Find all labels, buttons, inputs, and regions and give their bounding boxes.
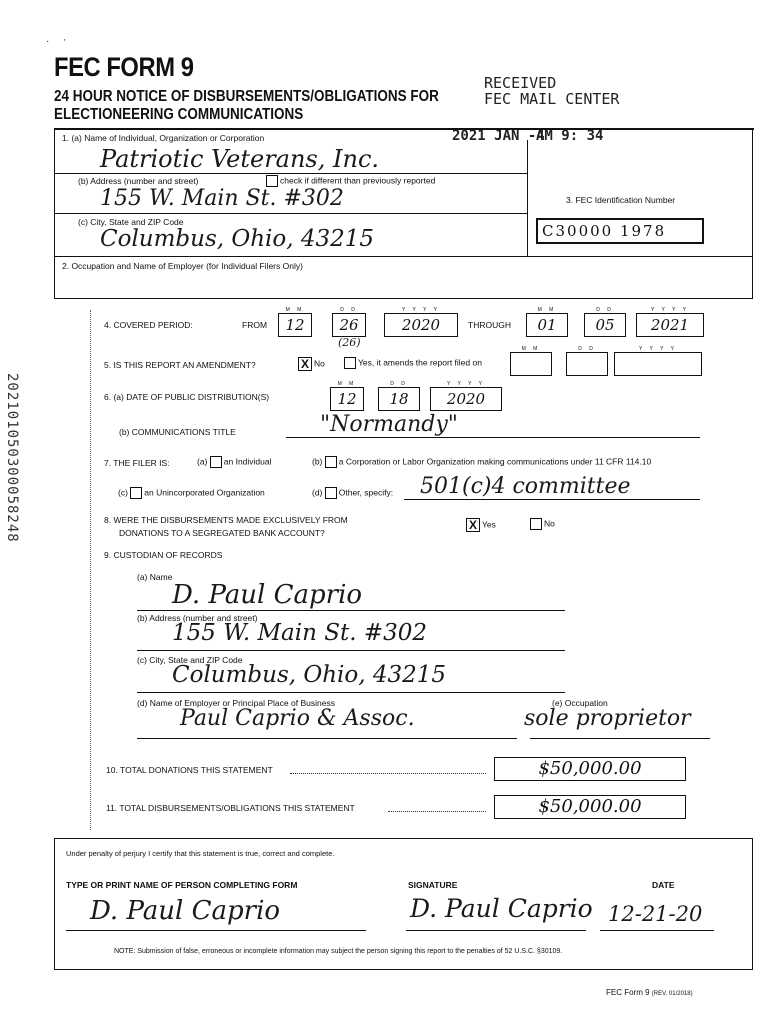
filer-corporation-label: a Corporation or Labor Organization making communications under 11 CFR 114.10	[338, 456, 652, 467]
amendment-no-option	[298, 357, 325, 371]
section8-label-line1: 8. WERE THE DISBURSEMENTS MADE EXCLUSIVELY FROM	[104, 515, 348, 525]
perjury-statement: Under penalty of perjury I certify that this statement is true, correct and complete.	[66, 849, 335, 858]
distribution-day-box[interactable]: D D 18	[378, 387, 420, 411]
footer-form-label: FEC Form 9	[606, 988, 650, 997]
custodian-name-label: (a) Name	[137, 572, 173, 582]
filer-unincorporated-option: (c) an Unincorporated Organization	[118, 487, 265, 498]
section1b-label: (b) Address (number and street)	[78, 176, 199, 186]
section1b-line	[54, 213, 528, 214]
amended-day-box[interactable]: D D	[566, 352, 608, 376]
through-day-box[interactable]: D D 05	[584, 313, 626, 337]
section6a-label: 6. (a) DATE OF PUBLIC DISTRIBUTION(S)	[104, 392, 270, 402]
section2-bottom-line	[54, 298, 753, 299]
custodian-occupation-line	[530, 738, 710, 739]
section1a-label: 1. (a) Name of Individual, Organization or Corporation	[62, 133, 265, 143]
communications-title-line	[286, 437, 700, 438]
section1b-value[interactable]: 155 W. Main St. #302	[100, 186, 344, 211]
custodian-employer-line	[137, 738, 517, 739]
amendment-yes-label: Yes, it amends the report filed on	[358, 357, 482, 368]
total-disbursements-label: 11. TOTAL DISBURSEMENTS/OBLIGATIONS THIS STATEMENT	[106, 803, 355, 813]
form-subtitle-line1: 24 HOUR NOTICE OF DISBURSEMENTS/OBLIGATIONS FOR	[54, 88, 439, 105]
from-month-box[interactable]: M M 12	[278, 313, 312, 337]
section4-label: 4. COVERED PERIOD:	[104, 320, 193, 330]
filer-corporation-checkbox[interactable]	[325, 456, 337, 468]
section5-label: 5. IS THIS REPORT AN AMENDMENT?	[104, 360, 256, 370]
custodian-name-value[interactable]: D. Paul Caprio	[172, 580, 363, 610]
from-day-box[interactable]: D D 26	[332, 313, 366, 337]
custodian-occupation-value[interactable]: sole proprietor	[524, 706, 691, 731]
custodian-address-value[interactable]: 155 W. Main St. #302	[172, 620, 427, 646]
print-name-label: TYPE OR PRINT NAME OF PERSON COMPLETING FORM	[66, 880, 298, 890]
section9-label: 9. CUSTODIAN OF RECORDS	[104, 550, 223, 560]
side-document-number: 202101050300058248	[4, 373, 20, 543]
section1-top-border	[54, 128, 754, 130]
total-donations-label: 10. TOTAL DONATIONS THIS STATEMENT	[106, 765, 273, 775]
fec-id-box[interactable]: C30000 1978	[536, 218, 704, 244]
received-stamp-date: 2021 JAN -4	[452, 128, 545, 144]
segregated-no-checkbox[interactable]	[530, 518, 542, 530]
footer-revision: (REV. 01/2018)	[651, 991, 693, 997]
signature-label: SIGNATURE	[408, 880, 458, 890]
form-subtitle-line2: ELECTIONEERING COMMUNICATIONS	[54, 106, 304, 123]
scan-mark-tick: '	[64, 38, 66, 47]
filer-individual-label: an Individual	[223, 456, 272, 467]
print-name-value[interactable]: D. Paul Caprio	[90, 896, 281, 926]
segregated-no-option	[530, 518, 555, 530]
total-donations-box[interactable]: $50,000.00	[494, 757, 686, 781]
section8-label-line2: DONATIONS TO A SEGREGATED BANK ACCOUNT?	[119, 528, 325, 538]
total-disbursements-box[interactable]: $50,000.00	[494, 795, 686, 819]
certification-left-border	[54, 838, 55, 970]
date-label: DATE	[652, 880, 675, 890]
penalty-note: NOTE: Submission of false, erroneous or incomplete information may subject the person signing this report to the penalties of 52 U.S.C. §30109.	[114, 948, 563, 955]
custodian-city-value[interactable]: Columbus, Ohio, 43215	[172, 662, 447, 688]
signature-date-value[interactable]: 12-21-20	[608, 902, 703, 926]
amendment-yes-checkbox[interactable]	[344, 357, 356, 369]
filer-other-label: Other, specify:	[338, 487, 394, 498]
through-year-box[interactable]: Y Y Y Y 2021	[636, 313, 704, 337]
distribution-month-box[interactable]: M M 12	[330, 387, 364, 411]
section1c-label: (c) City, State and ZIP Code	[78, 217, 184, 227]
footer-form-id	[606, 988, 693, 997]
certification-top-line	[54, 838, 753, 839]
custodian-address-line	[137, 650, 565, 651]
amended-month-box[interactable]: M M	[510, 352, 552, 376]
section3-label: 3. FEC Identification Number	[566, 195, 676, 205]
amendment-no-checkbox[interactable]: X	[298, 357, 312, 371]
custodian-employer-value[interactable]: Paul Caprio & Assoc.	[180, 706, 415, 731]
through-label: THROUGH	[468, 320, 511, 330]
filer-other-line	[404, 499, 700, 500]
section7-label: 7. THE FILER IS:	[104, 458, 170, 468]
section1c-value[interactable]: Columbus, Ohio, 43215	[100, 226, 375, 252]
scan-mark: ·	[46, 36, 50, 47]
amendment-yes-option	[344, 357, 482, 369]
filer-corporation-option: (b) a Corporation or Labor Organization making communications under 11 CFR 114.10	[312, 456, 652, 467]
total-disbursements-leader	[388, 811, 486, 812]
received-stamp-time: AM 9: 34	[536, 128, 604, 144]
custodian-name-line	[137, 610, 565, 611]
print-name-line	[66, 930, 366, 931]
filer-unincorporated-label: an Unincorporated Organization	[144, 487, 265, 498]
section1a-value[interactable]: Patriotic Veterans, Inc.	[100, 145, 380, 173]
received-stamp-center: FEC MAIL CENTER	[484, 90, 620, 108]
inner-left-guide	[90, 310, 91, 830]
filer-other-option: (d) Other, specify:	[312, 487, 394, 498]
date-line	[600, 930, 714, 931]
custodian-address-label: (b) Address (number and street)	[137, 613, 258, 623]
custodian-city-line	[137, 692, 565, 693]
form-right-border	[752, 128, 753, 298]
custodian-city-label: (c) City, State and ZIP Code	[137, 655, 243, 665]
from-label: FROM	[242, 320, 268, 330]
total-donations-leader	[290, 773, 486, 774]
filer-individual-checkbox[interactable]	[210, 456, 222, 468]
custodian-employer-label: (d) Name of Employer or Principal Place of Business	[137, 698, 335, 708]
segregated-no-label: No	[544, 518, 555, 529]
filer-other-checkbox[interactable]	[325, 487, 337, 499]
certification-right-border	[752, 838, 753, 970]
section1b-check-label: check if different than previously reported	[280, 175, 436, 186]
section3-divider	[527, 140, 528, 256]
certification-bottom-line	[54, 969, 753, 970]
from-day-correction: (26)	[338, 336, 361, 349]
distribution-year-box[interactable]: Y Y Y Y 2020	[430, 387, 502, 411]
from-year-box[interactable]: Y Y Y Y 2020	[384, 313, 458, 337]
received-stamp: RECEIVED	[484, 74, 557, 92]
section2-label: 2. Occupation and Name of Employer (for Individual Filers Only)	[62, 261, 303, 271]
form-title: FEC FORM 9	[54, 52, 194, 82]
filer-other-value[interactable]: 501(c)4 committee	[420, 474, 631, 499]
amendment-no-label: No	[314, 358, 325, 369]
section1a-line	[54, 173, 528, 174]
filer-individual-option: (a) an Individual	[197, 456, 272, 467]
custodian-occupation-label: (e) Occupation	[552, 698, 608, 708]
section6b-label: (b) COMMUNICATIONS TITLE	[119, 427, 236, 437]
amended-year-box[interactable]: Y Y Y Y	[614, 352, 702, 376]
section2-top-line	[54, 256, 753, 257]
filer-unincorporated-checkbox[interactable]	[130, 487, 142, 499]
through-month-box[interactable]: M M 01	[526, 313, 568, 337]
segregated-yes-label: Yes	[482, 519, 496, 530]
segregated-yes-checkbox[interactable]: X	[466, 518, 480, 532]
communications-title-value[interactable]: "Normandy"	[320, 412, 458, 437]
signature-value[interactable]: D. Paul Caprio	[410, 894, 593, 923]
segregated-yes-option	[466, 518, 496, 532]
signature-line	[406, 930, 586, 931]
